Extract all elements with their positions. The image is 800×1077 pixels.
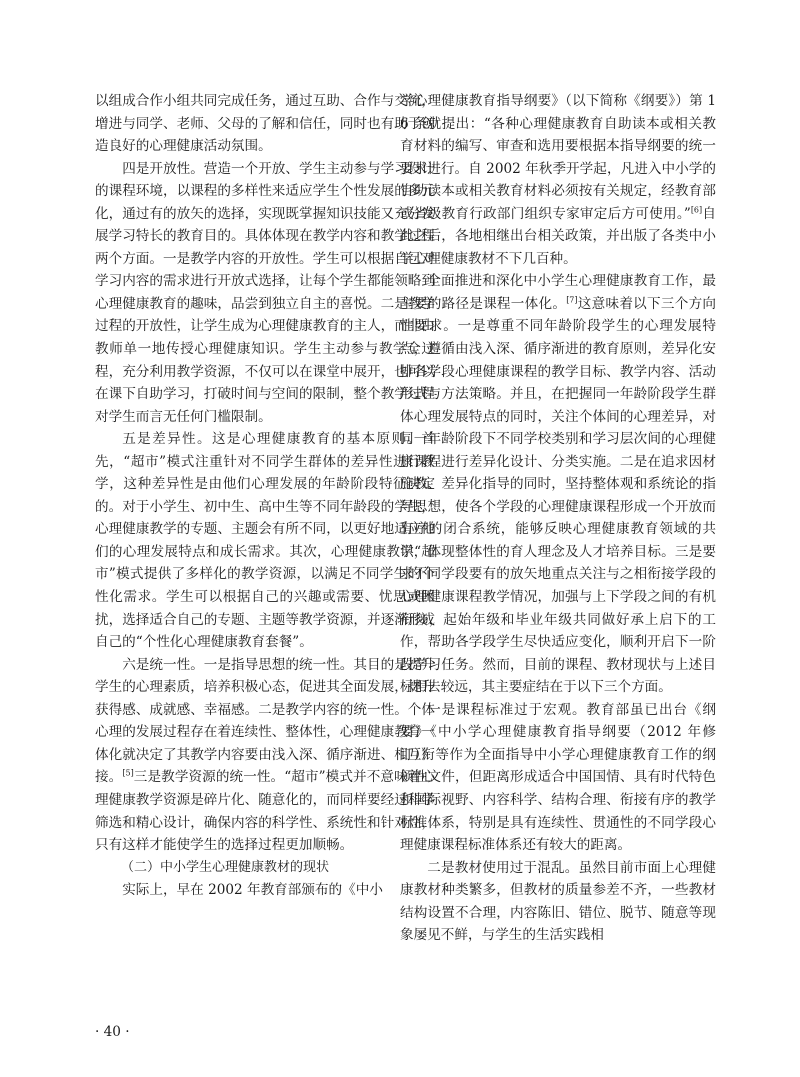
citation-ref: [5]: [122, 768, 134, 778]
paragraph: [400, 90, 716, 270]
right-column: [400, 90, 716, 947]
paragraph: 五是差异性。这是心理健康教育的基本原则。首先，“超市”模式注重针对不同学生群体的差异性进行教学，这种差异性是由他们心理发展的年龄阶段特征决定的。对于小学生、初中生、高中生等不同年龄段的学生，心理健康教学的专题、主题会有所不同，以更好地适应他们的心理发展特点和成长需求。其次，心理健康教学“超市”模式提供了多样化的教学资源，以满足不同学生的个性化需求。学生可以根据自己的兴趣或需要、忧思或困扰，选择适合自己的专题、主题等教学资源，并逐渐形成自己的“个性化心理健康教育套餐”。: [95, 431, 435, 651]
paragraph-text: 学心理健康教育指导纲要》（以下简称《纲要》）第 16 条就提出：“各种心理健康教育自助读本或相关教育材料的编写、审查和选用要根据本指导纲要的统一要求进行。自 2002 年秋季开学起，凡进入中小学的自助读本或相关教育材料必须按有关规定，经教育部或省级教育行政部门组织专家审定后方可使用。”: [400, 93, 716, 222]
paragraph-text: 全面推进和深化中小学生心理健康教育工作，最主要的路径是课程一体化。: [400, 273, 716, 312]
citation-ref: [7]: [566, 295, 578, 305]
paragraph: 四是开放性。营造一个开放、学生主动参与学习设计的课程环境，以课程的多样性来适应学生个性发展的多元化，通过有的放矢的选择，实现既掌握知识技能又充分发展学习特长的教育目的。具体体现在教学内容和教学过程两个方面。一是教学内容的开放性。学生可以根据自己对学习内容的需求进行开放式选择，让每个学生都能领略到心理健康教育的趣味，品尝到独立自主的喜悦。二是教学过程的开放性，让学生成为心理健康教育的主人，而非由教师单一地传授心理健康知识。学生主动参与教学全过程，充分利用教学资源，不仅可以在课堂中展开，也可以在课下自助学习，打破时间与空间的限制，整个教学过程对学生而言无任何门槛限制。: [95, 160, 435, 425]
page-number: · 40 ·: [95, 1024, 130, 1040]
paragraph-text: 这意味着以下三个方向性要求。一是尊重不同年龄阶段学生的心理发展特点，遵循由浅入深、循序渐进的教育原则，差异化安排各学段心理健康课程的教学目标、教学内容、活动形式与方法策略。并且，在把握同一年龄阶段学生群体心理发展特点的同时，关注个体间的心理差异，对同一年龄阶段下不同学校类别和学习层次间的心理健康课程进行差异化设计、分类实施。二是在追求因材施教、差异化指导的同时，坚持整体观和系统论的指导思想，使各个学段的心理健康课程形成一个开放而有序的闭合系统，能够反映心理健康教育领域的共识，体现整体性的育人理念及人才培养目标。三是要求不同学段要有的放矢地重点关注与之相衔接学段的心理健康课程教学情况，加强与上下学段之间的有机衔接，起始年级和毕业年级共同做好承上启下的工作，帮助各学段学生尽快适应变化，顺利开启下一阶段学习任务。然而，目前的课程、教材现状与上述目标相去较远，其主要症结在于以下三个方面。: [400, 295, 717, 696]
left-column: [95, 90, 435, 902]
citation-ref: [6]: [690, 205, 703, 215]
paragraph: [400, 270, 716, 698]
paragraph: 以组成合作小组共同完成任务，通过互助、合作与交流，增进与同学、老师、父母的了解和信任，同时也有助于创造良好的心理健康活动氛围。: [95, 93, 435, 155]
paragraph-text: 自此之后，各地相继出台相关政策，并出版了各类中小学心理健康教材不下几百种。: [400, 205, 716, 267]
section-heading: （二）中小学生心理健康教材的现状: [121, 859, 330, 875]
paragraph: 一是课程标准过于宏观。教育部虽已出台《纲要》《中小学心理健康教育指导纲要（2012 年修订）》等作为全面指导中小学心理健康教育工作的纲领性文件，但距离形成适合中国国情、具有时代特色和国际视野、内容科学、结构合理、衔接有序的教学标准体系，特别是具有连续性、贯通性的不同学段心理健康课程标准体系还有较大的距离。: [400, 701, 716, 854]
paragraph: 二是教材使用过于混乱。虽然目前市面上心理健康教材种类繁多，但教材的质量参差不齐，一些教材结构设置不合理，内容陈旧、错位、脱节、随意等现象屡见不鲜，与学生的生活实践相: [400, 859, 716, 944]
paragraph: 实际上，早在 2002 年教育部颁布的《中小: [122, 882, 383, 899]
paragraph: [95, 654, 435, 857]
paragraph-text: 三是教学资源的统一性。“超市”模式并不意味着心理健康教学资源是碎片化、随意化的，而同样要经过科学筛选和精心设计，确保内容的科学性、系统性和针对性，只有这样才能使学生的选择过程更加顺畅。: [95, 769, 435, 854]
paragraph-text: 六是统一性。一是指导思想的统一性。其目的是提升学生的心理素质，培养积极心态，促进其全面发展，提升获得感、成就感、幸福感。二是教学内容的统一性。个体心理的发展过程存在着连续性、整体性，心理健康教育一体化就决定了其教学内容要由浅入深、循序渐进、相互衔接。: [95, 656, 435, 786]
